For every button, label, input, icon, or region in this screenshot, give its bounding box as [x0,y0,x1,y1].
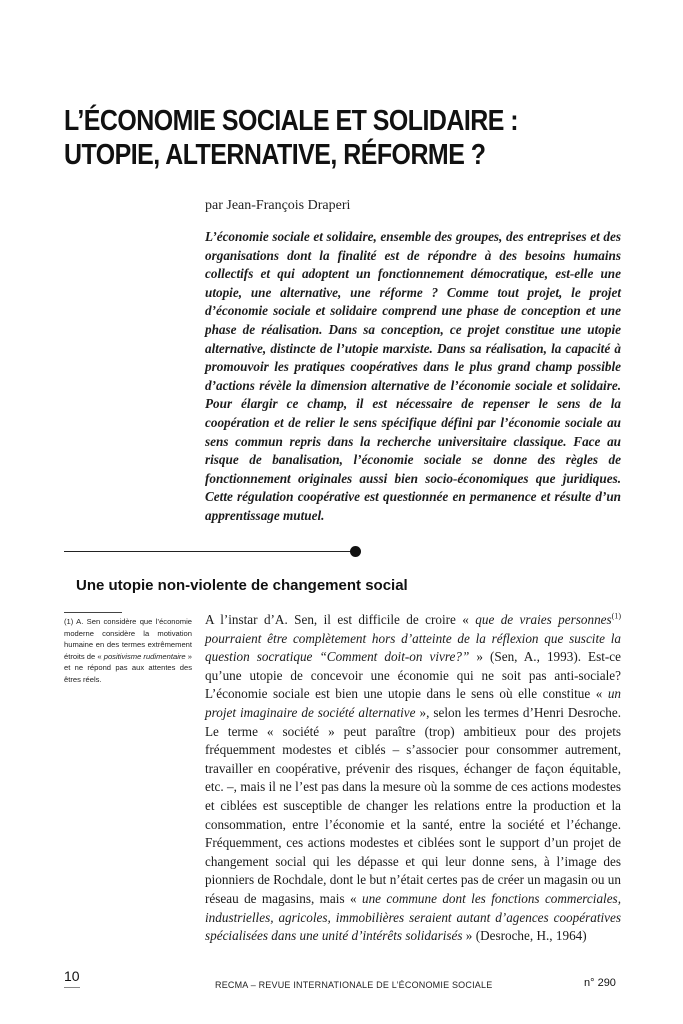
body-paragraph [205,611,621,946]
footnote-italic: positivisme rudimentaire [103,651,186,661]
section-title: Une utopie non-violente de changement social [76,577,408,594]
issue-number: n° 290 [584,977,616,989]
footnote-text-2: » et ne répond pas aux attentes des êtres réels. [64,651,192,684]
body-quote: une commune dont les fonctions commerciales, industrielles, agricoles, immobilières seraient autant d’agences coopératives spécialisées dans une unité d’intérêts solidarisés [205,890,621,944]
footnote-text-1: (1) A. Sen considère que l’économie moderne considère la motivation humaine en des termes extrêmement étroits de « [64,617,192,661]
body-segment: » (Sen, A., 1993). Est-ce qu’une utopie de concevoir une économie qui ne soit pas anti-sociale? L’économie sociale est bien une utopie dans le sens où elle constitue « [205,649,621,702]
author-byline: par Jean-François Draperi [205,198,351,213]
body-segment: », selon les termes d’Henri Desroche. Le terme « société » peut paraître (trop) ambitieux pour des projets fréquemment modestes et ciblés – s’associer pour consommer autrement, travailler en coopérative, prévenir des risques, échanger de façon équitable, etc. –, mais il ne l’est pas dans la mesure où la somme de ces actions modestes et ciblées est susceptible de changer les relations entre la production et la consommation, entre l’économie et la santé, entre la société et l’échange. Fréquemment, ces actions modestes et ciblées sont le support d’un projet de changement social qui les dépasse et qui leur donne sens, à l’image des pionniers de Rochdale, dont le but n’était certes pas de créer un magasin ou un réseau de magasins, mais « [205,704,621,906]
body-quote: un projet imaginaire de société alternative [205,686,621,720]
divider-dot [350,546,361,557]
title-line-1: L’ÉCONOMIE SOCIALE ET SOLIDAIRE : [64,105,519,137]
body-quote: que de vraies personnes [475,612,612,627]
section-divider [64,551,356,552]
footnote-rule [64,612,122,613]
abstract: L’économie sociale et solidaire, ensemble des groupes, des entreprises et des organisations dont la finalité est de répondre à des besoins humains collectifs et qui adoptent un fonctionnement démocratique, est-elle une utopie, une alternative, une réforme ? Comme tout projet, le projet d’économie sociale et solidaire comprend une phase de conception et une phase de réalisation. Dans sa conception, ce projet constitue une utopie alternative, distincte de l’utopie marxiste. Dans sa réalisation, la capacité à promouvoir les pratiques coopératives dans le plus grand champ possible d’actions révèle la dimension alternative de l’économie sociale et solidaire. Pour élargir ce champ, il est nécessaire de repenser le sens de la coopération et de relier le sens spécifique défini par l’économie sociale au sens commun repris dans la recherche universitaire classique. Face au risque de banalisation, l’économie sociale se donne des règles de fonctionnement originales aussi bien socio-économiques que juridiques. Cette régulation coopérative est questionnée en permanence et résulte d’un apprentissage mutuel. [205,229,621,523]
article-title [64,104,546,172]
journal-name: RECMA – REVUE INTERNATIONALE DE L’ÉCONOMIE SOCIALE [215,980,493,990]
page-number: 10 [64,968,80,984]
body-quote: pourraient être complètement hors d’atteinte de la réflexion que suscite la question socratique “Comment doit-on vivre?” [205,630,621,665]
footnote [64,616,192,686]
footer-rule [64,987,80,988]
title-line-2: UTOPIE, ALTERNATIVE, RÉFORME ? [64,139,486,171]
footnote-ref[interactable]: (1) [611,611,621,621]
body-segment: A l’instar d’A. Sen, il est difficile de croire « [205,612,476,627]
body-segment: » (Desroche, H., 1964) [462,928,587,944]
